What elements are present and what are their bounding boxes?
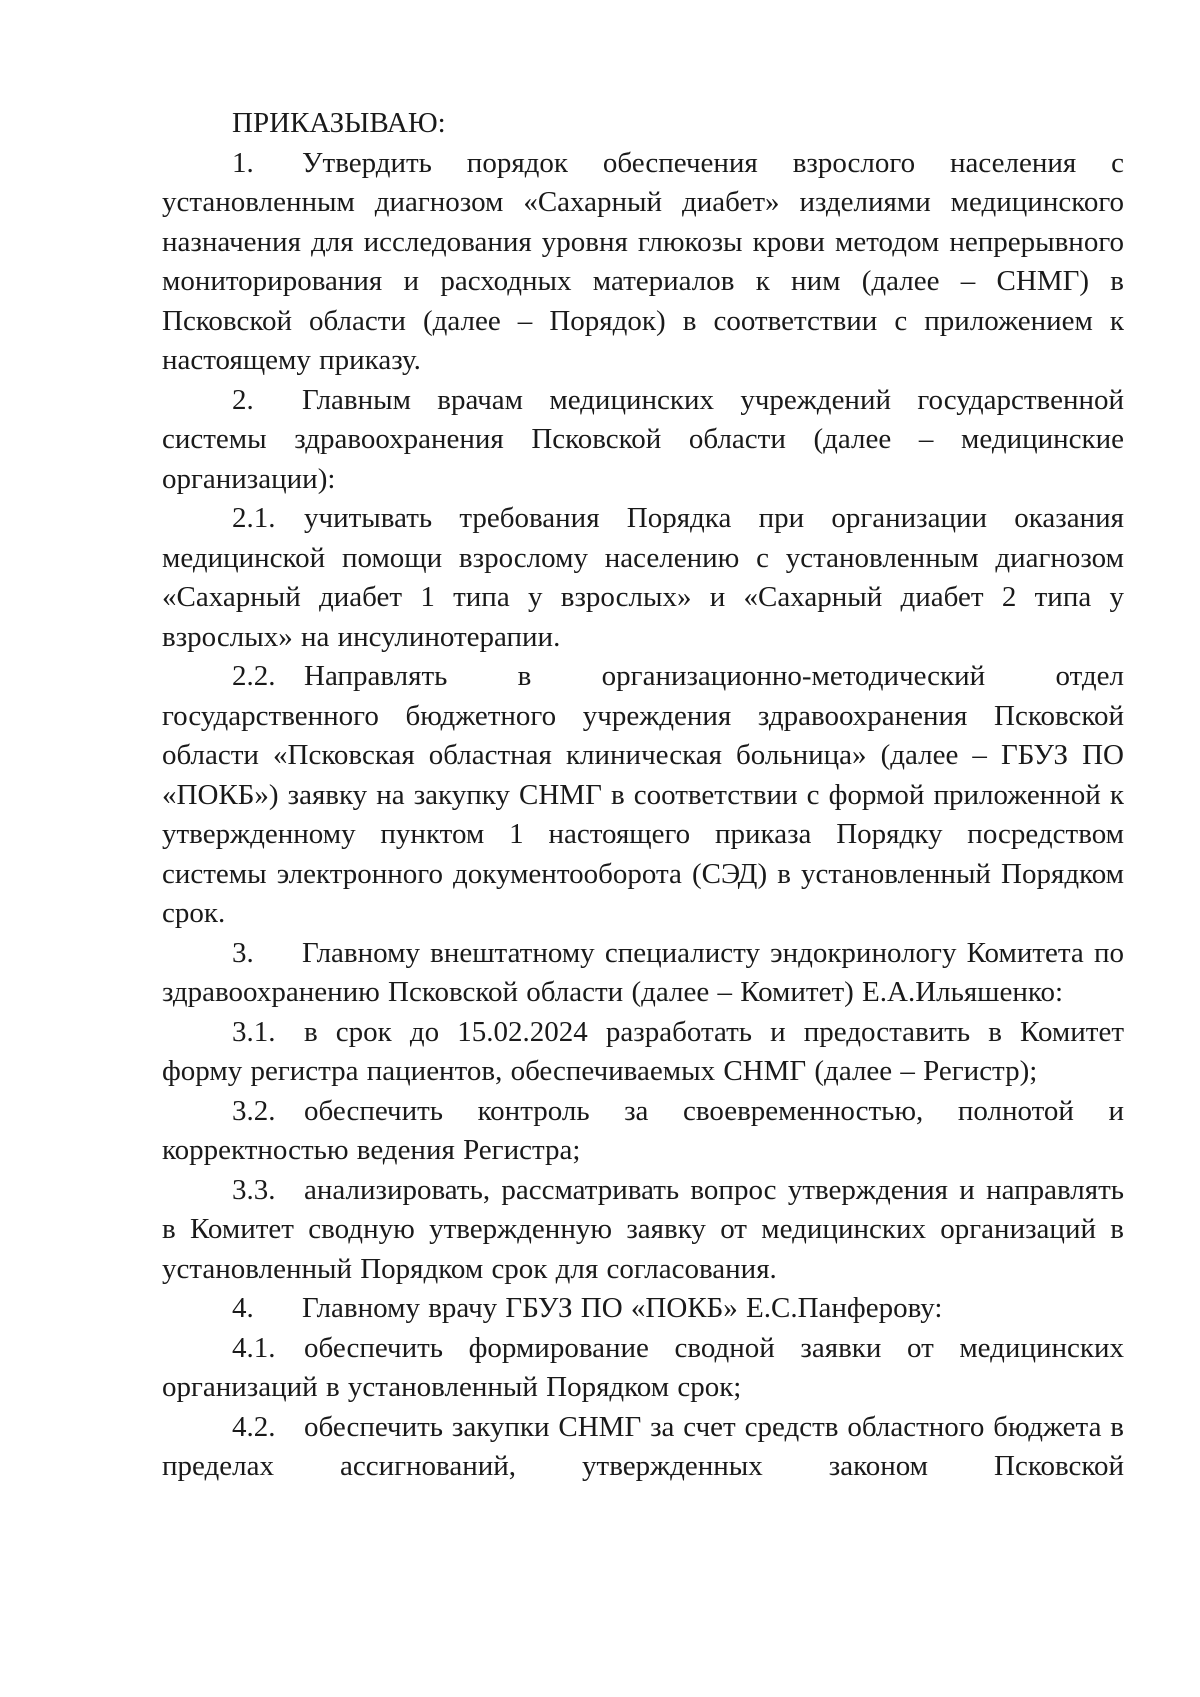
paragraph-text: обеспечить контроль за своевременностью, полнотой и корректностью ведения Регистра; xyxy=(162,1094,1124,1166)
paragraph-number: 2.1. xyxy=(232,502,276,534)
paragraph-number: 4. xyxy=(232,1292,254,1324)
paragraph-number: 4.1. xyxy=(232,1331,276,1364)
paragraph-2-1 xyxy=(162,499,1124,657)
paragraph-text: обеспечить закупки СНМГ за счет средств областного бюджета в пределах ассигнований, утвержденных законом Псковской xyxy=(162,1410,1124,1482)
paragraph-number: 2. xyxy=(232,383,254,416)
paragraph-number: 1. xyxy=(232,146,254,179)
paragraph-text: Главному врачу ГБУЗ ПО «ПОКБ» Е.С.Панферову: xyxy=(302,1292,943,1324)
paragraph-1 xyxy=(162,144,1124,381)
paragraph-3 xyxy=(162,934,1124,1013)
paragraph-text: Главным врачам медицинских учреждений государственной системы здравоохранения Псковской области (далее – медицинские организации): xyxy=(162,383,1124,495)
paragraph-4-1 xyxy=(162,1329,1124,1408)
paragraph-number: 4.2. xyxy=(232,1410,276,1443)
paragraph-number: 2.2. xyxy=(232,660,276,692)
paragraph-text: в срок до 15.02.2024 разработать и предоставить в Комитет форму регистра пациентов, обеспечиваемых СНМГ (далее – Регистр); xyxy=(162,1015,1124,1087)
paragraph-text: учитывать требования Порядка при организации оказания медицинской помощи взрослому населению с установленным диагнозом «Сахарный диабет 1 типа у взрослых» и «Сахарный диабет 2 типа у взрослых» на инсулинотерапии. xyxy=(162,502,1124,653)
paragraph-4 xyxy=(162,1289,1124,1329)
order-heading: ПРИКАЗЫВАЮ: xyxy=(232,107,446,139)
paragraph-3-1 xyxy=(162,1013,1124,1092)
paragraph-number: 3. xyxy=(232,936,254,969)
paragraph-number: 3.3. xyxy=(232,1173,276,1206)
paragraph-text: Направлять в организационно-методический отдел государственного бюджетного учреждения здравоохранения Псковской области «Псковская областная клиническая больница» (далее – ГБУЗ ПО «ПОКБ») заявку на закупку СНМГ в соответствии с формой приложенной к утвержденному пунктом 1 настоящего приказа Порядку посредством системы электронного документооборота (СЭД) в установленный Порядком срок. xyxy=(162,660,1124,929)
paragraph-4-2 xyxy=(162,1408,1124,1487)
paragraph-text: Главному внештатному специалисту эндокринологу Комитета по здравоохранению Псковской области (далее – Комитет) Е.А.Ильяшенко: xyxy=(162,936,1124,1008)
paragraph-2-2 xyxy=(162,657,1124,934)
paragraph-3-3 xyxy=(162,1171,1124,1290)
paragraph-text: обеспечить формирование сводной заявки от медицинских организаций в установленный Порядком срок; xyxy=(162,1331,1124,1403)
paragraph-number: 3.2. xyxy=(232,1094,276,1127)
paragraph-text: Утвердить порядок обеспечения взрослого населения с установленным диагнозом «Сахарный диабет» изделиями медицинского назначения для исследования уровня глюкозы крови методом непрерывного мониторирования и расходных материалов к ним (далее – СНМГ) в Псковской области (далее – Порядок) в соответствии с приложением к настоящему приказу. xyxy=(162,146,1124,376)
paragraph-2 xyxy=(162,381,1124,500)
paragraph-text: анализировать, рассматривать вопрос утверждения и направлять в Комитет сводную утвержденную заявку от медицинских организаций в установленный Порядком срок для согласования. xyxy=(162,1173,1124,1285)
document-body xyxy=(162,104,1124,1487)
paragraph-number: 3.1. xyxy=(232,1015,276,1048)
paragraph-3-2 xyxy=(162,1092,1124,1171)
